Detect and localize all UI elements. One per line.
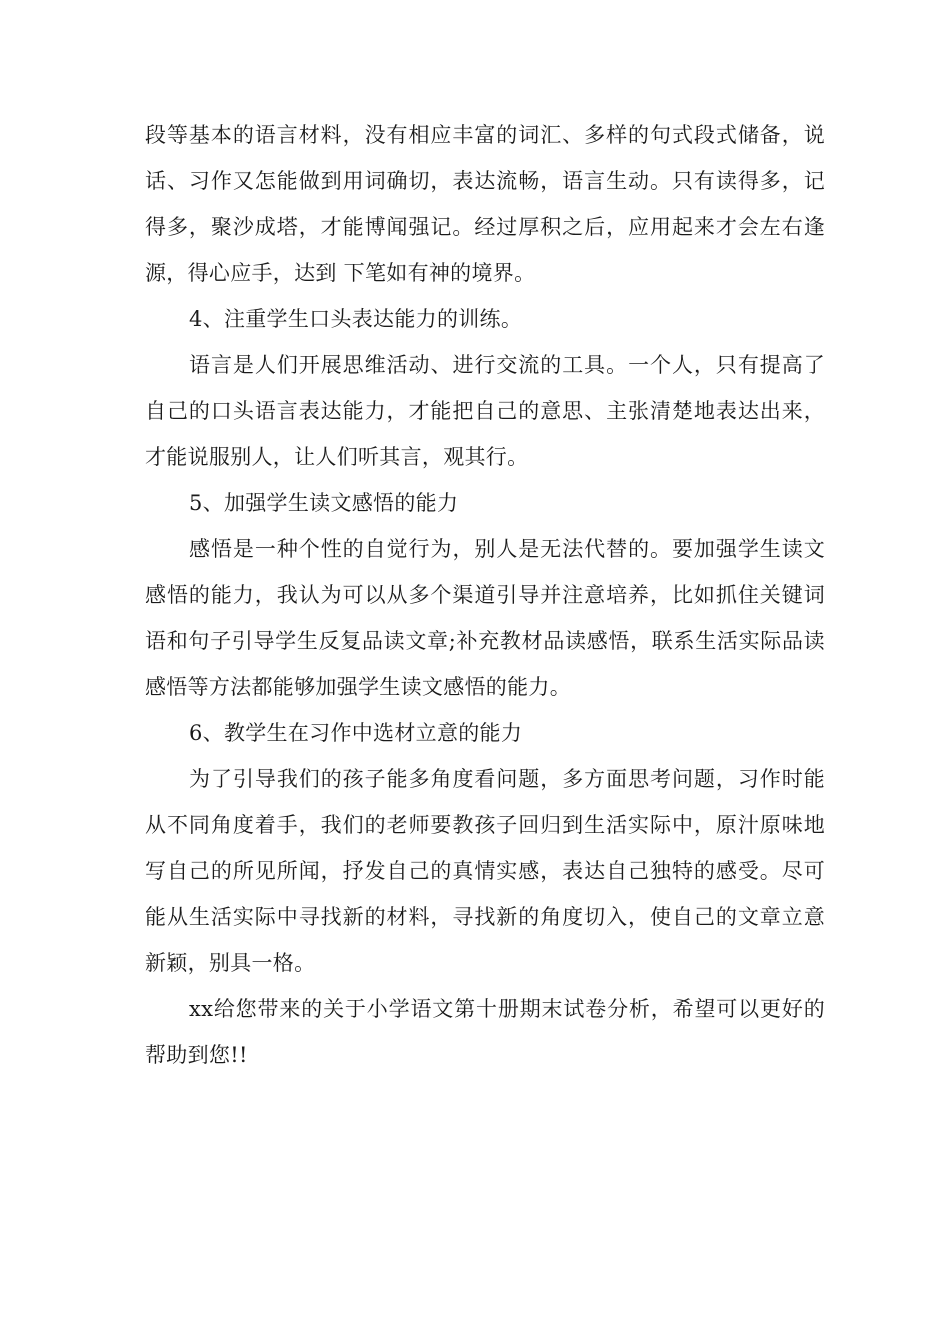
section-heading-6: 6、教学生在习作中选材立意的能力 [189,721,523,745]
paragraph-oral-expression: 语言是人们开展思维活动、进行交流的工具。一个人，只有提高了自己的口头语言表达能力，才能把自己的意思、主张清楚地表达出来，才能说服别人，让人们听其言，观其行。 [145,353,825,469]
section-heading-5: 5、加强学生读文感悟的能力 [189,491,459,515]
paragraph-closing: xx给您带来的关于小学语文第十册期末试卷分析，希望可以更好的帮助到您!! [145,997,825,1067]
document-body [145,112,825,1078]
paragraph-reading-insight: 感悟是一种个性的自觉行为，别人是无法代替的。要加强学生读文感悟的能力，我认为可以从多个渠道引导并注意培养，比如抓住关键词语和句子引导学生反复品读文章;补充教材品读感悟，联系生活实际品读感悟等方法都能够加强学生读文感悟的能力。 [145,537,825,699]
paragraph-writing-topics: 为了引导我们的孩子能多角度看问题，多方面思考问题，习作时能从不同角度着手，我们的老师要教孩子回归到生活实际中，原汁原味地写自己的所见所闻，抒发自己的真情实感，表达自己独特的感受。尽可能从生活实际中寻找新的材料，寻找新的角度切入，使自己的文章立意新颖，别具一格。 [145,767,825,975]
section-heading-4: 4、注重学生口头表达能力的训练。 [189,307,523,331]
paragraph-continuation: 段等基本的语言材料，没有相应丰富的词汇、多样的句式段式储备，说话、习作又怎能做到用词确切，表达流畅，语言生动。只有读得多，记得多，聚沙成塔，才能博闻强记。经过厚积之后，应用起来才会左右逢源，得心应手，达到 下笔如有神的境界。 [145,123,825,285]
